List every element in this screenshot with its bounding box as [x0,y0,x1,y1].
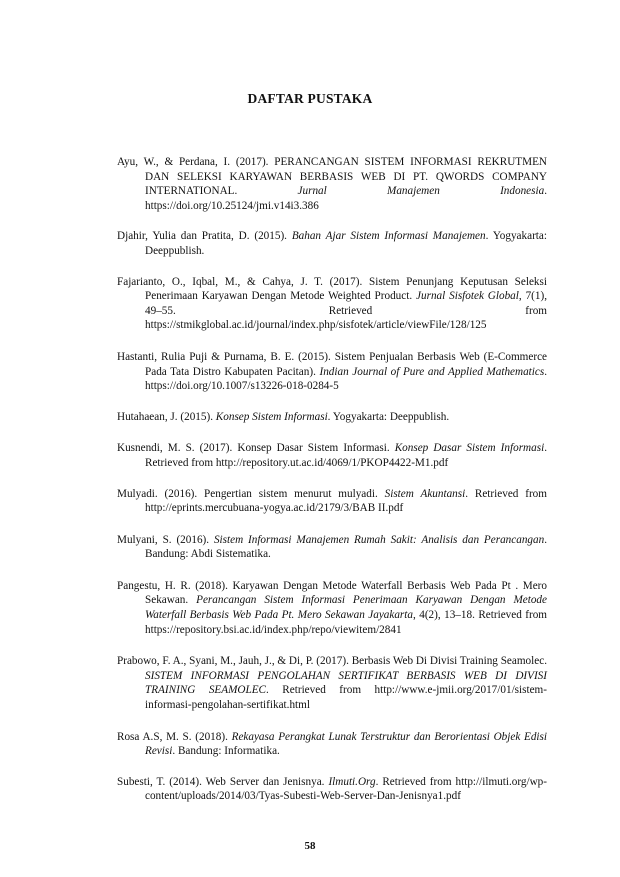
reference-text: . Bandung: Informatika. [172,745,280,758]
reference-text: . Retrieved from http://repository.ut.ac.id/4069/1/PKOP4422-M1.pdf [145,442,547,469]
reference-text: Fajarianto, O., Iqbal, M., & Cahya, J. T. (2017). Sistem Penunjang Keputusan Seleksi Penerimaan Karyawan Dengan Metode Weighted Product. [117,275,547,303]
reference-entry [117,579,547,637]
reference-source-title: Jurnal Sisfotek Global [416,290,519,303]
reference-source-title: Sistem Informasi Manajemen Rumah Sakit: Analisis dan Perancangan [213,533,545,546]
reference-source-title: Bahan Ajar Sistem Informasi Manajemen [291,230,486,243]
reference-entry [117,410,547,425]
reference-source-title: SISTEM INFORMASI PENGOLAHAN SERTIFIKAT BERBASIS WEB DI DIVISI TRAINING SEAMOLEC [145,669,547,697]
reference-source-title: Ilmuti.Org [328,775,376,788]
reference-text: Djahir, Yulia dan Pratita, D. (2015). [117,230,292,243]
reference-entry [117,533,547,562]
reference-text: Hutahaean, J. (2015). [117,410,216,423]
reference-text: Subesti, T. (2014). Web Server dan Jenisnya. [117,775,329,788]
reference-entry [117,775,547,804]
reference-text: . Yogyakarta: Deeppublish. [145,230,547,257]
reference-entry [117,350,547,394]
reference-text: Ayu, W., & Perdana, I. (2017). PERANCANGAN SISTEM INFORMASI REKRUTMEN DAN SELEKSI KARYAWAN BERBASIS WEB DI PT. QWORDS COMPANY INTERNATIONAL. [117,156,547,198]
reference-source-title: Konsep Dasar Sistem Informasi [394,442,545,455]
reference-text: Mulyani, S. (2016). [117,533,214,546]
page-title: DAFTAR PUSTAKA [247,91,373,106]
reference-entry [117,487,547,516]
reference-text: , 7(1), 49–55. Retrieved from https://stmikglobal.ac.id/journal/index.php/sisfotek/article/viewFile/128/125 [145,290,548,332]
reference-entry [117,229,547,258]
reference-text: Rosa A.S, M. S. (2018). [117,730,232,743]
reference-text: . Retrieved from http://ilmuti.org/wp-content/uploads/2014/03/Tyas-Subesti-Web-Server-Dan-Jenisnya1.pdf [145,775,547,803]
reference-source-title: Indian Journal of Pure and Applied Mathematics [319,365,545,378]
reference-text: Prabowo, F. A., Syani, M., Jauh, J., & Di, P. (2017). Berbasis Web Di Divisi Training Seamolec. [117,655,547,668]
reference-text: . Bandung: Abdi Sistematika. [145,533,547,561]
reference-entry [117,155,547,213]
reference-source-title: Sistem Akuntansi [384,487,466,500]
reference-text: Pangestu, H. R. (2018). Karyawan Dengan Metode Waterfall Berbasis Web Pada Pt . Mero Sekawan. [117,579,547,607]
reference-entry [117,275,547,333]
reference-text: . https://doi.org/10.25124/jmi.v14i3.386 [145,185,547,212]
reference-text: Mulyadi. (2016). Pengertian sistem menurut mulyadi. [117,487,385,500]
reference-entry [117,730,547,759]
reference-text: Kusnendi, M. S. (2017). Konsep Dasar Sistem Informasi. [117,442,395,455]
reference-text: . Retrieved from http://www.e-jmii.org/2017/01/sistem-informasi-pengolahan-sertifikat.html [145,684,547,712]
reference-text: . https://doi.org/10.1007/s13226-018-0284-5 [145,365,548,393]
reference-text: . Yogyakarta: Deeppublish. [327,410,450,423]
reference-source-title: Konsep Sistem Informasi [215,410,328,423]
reference-entry [117,654,547,712]
reference-text: . Retrieved from http://eprints.mercubuana-yogya.ac.id/2179/3/BAB II.pdf [145,487,547,515]
reference-source-title: Rekayasa Perangkat Lunak Terstruktur dan Berorientasi Objek Edisi Revisi [145,730,547,758]
reference-entry [117,441,547,470]
reference-source-title: Perancangan Sistem Informasi Penerimaan Karyawan Dengan Metode Waterfall Berbasis Web Pada Pt. Mero Sekawan Jayakarta [145,594,547,622]
reference-text: Hastanti, Rulia Puji & Purnama, B. E. (2015). Sistem Penjualan Berbasis Web (E-Commerce Pada Tata Distro Kabupaten Pacitan). [117,350,547,378]
reference-text: , 4(2), 13–18. Retrieved from https://repository.bsi.ac.id/index.php/repo/viewitem/2841 [145,609,547,636]
reference-list [117,155,547,821]
reference-source-title: Jurnal Manajemen Indonesia [297,185,545,198]
page-number: 58 [304,840,316,852]
